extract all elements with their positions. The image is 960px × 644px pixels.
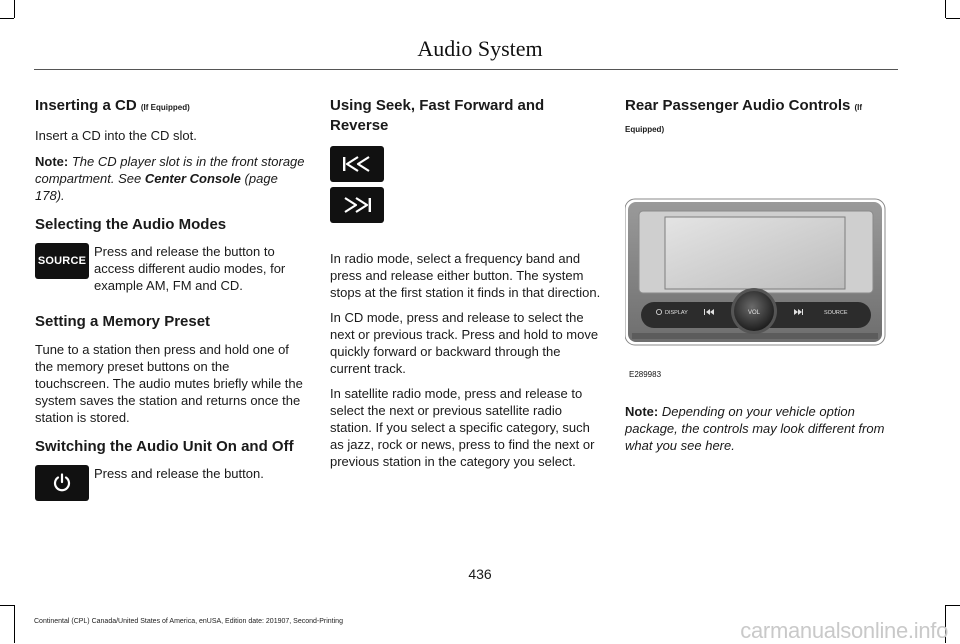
crop-mark xyxy=(0,605,14,606)
section-heading-memory-preset: Setting a Memory Preset xyxy=(35,313,211,330)
crop-mark xyxy=(14,605,15,643)
crop-mark xyxy=(945,0,946,18)
seek-radio-text: In radio mode, select a frequency band and press and release either button. The system stops at the first station it finds in that direction. xyxy=(330,251,601,300)
inserting-cd-body: Insert a CD into the CD slot. xyxy=(35,128,197,143)
section-heading-power: Switching the Audio Unit On and Off xyxy=(35,438,294,455)
seek-cd-text: In CD mode, press and release to select the next or previous track. Press and hold to move quickly forward or backward through the current track. xyxy=(330,310,599,376)
vol-label: VOL xyxy=(747,310,761,316)
display-label: DISPLAY xyxy=(665,310,688,316)
footer-edition: Continental (CPL) Canada/United States of America, enUSA, Edition date: 201907, Second-Printing xyxy=(34,618,343,625)
crop-mark xyxy=(946,605,960,606)
section-heading-inserting-cd: Inserting a CD (If Equipped) xyxy=(35,97,190,114)
power-button-icon xyxy=(35,465,89,501)
header-rule xyxy=(34,69,898,70)
right-column xyxy=(625,96,897,454)
source-button-icon: SOURCE xyxy=(35,243,89,279)
crop-mark xyxy=(14,0,15,18)
memory-preset-body: Tune to a station then press and hold one of the memory preset buttons on the touchscreen. The audio mutes briefly while the system saves the station and returns once the station is stored. xyxy=(35,342,303,425)
crop-mark xyxy=(0,18,14,19)
seek-icons xyxy=(330,146,602,226)
power-body: Press and release the button. xyxy=(94,466,264,481)
page-number: 436 xyxy=(468,566,492,582)
section-heading-rear-controls: Rear Passenger Audio Controls (If Equipped) xyxy=(625,97,863,134)
seek-previous-icon xyxy=(330,146,384,182)
audio-modes-block xyxy=(35,243,305,301)
section-heading-seek: Using Seek, Fast Forward and Reverse xyxy=(330,97,545,134)
rear-controls-figure xyxy=(625,157,897,380)
source-label: SOURCE xyxy=(824,310,848,316)
left-column xyxy=(35,96,305,503)
figure-id: E289983 xyxy=(629,370,662,379)
seek-satellite-text: In satellite radio mode, press and release to select the next or previous satellite radio station. If you select a specific category, such as jazz, rock or news, press to find the next or previous station in the category you select. xyxy=(330,386,595,469)
center-console-link[interactable]: Center Console xyxy=(144,171,241,186)
seek-next-icon xyxy=(330,187,384,223)
rear-controls-note: Note: Depending on your vehicle option package, the controls may look different from what you see here. xyxy=(625,404,885,453)
watermark: carmanualsonline.info xyxy=(740,618,948,643)
power-block xyxy=(35,465,305,503)
crop-mark xyxy=(946,18,960,19)
cd-note: Note: The CD player slot is in the front storage compartment. See Center Console (page 178). xyxy=(35,154,305,203)
page-title: Audio System xyxy=(417,36,543,61)
middle-column xyxy=(330,96,602,470)
rear-audio-panel-image xyxy=(625,157,897,380)
audio-modes-body: Press and release the button to access different audio modes, for example AM, FM and CD. xyxy=(94,244,286,293)
section-heading-audio-modes: Selecting the Audio Modes xyxy=(35,216,227,233)
